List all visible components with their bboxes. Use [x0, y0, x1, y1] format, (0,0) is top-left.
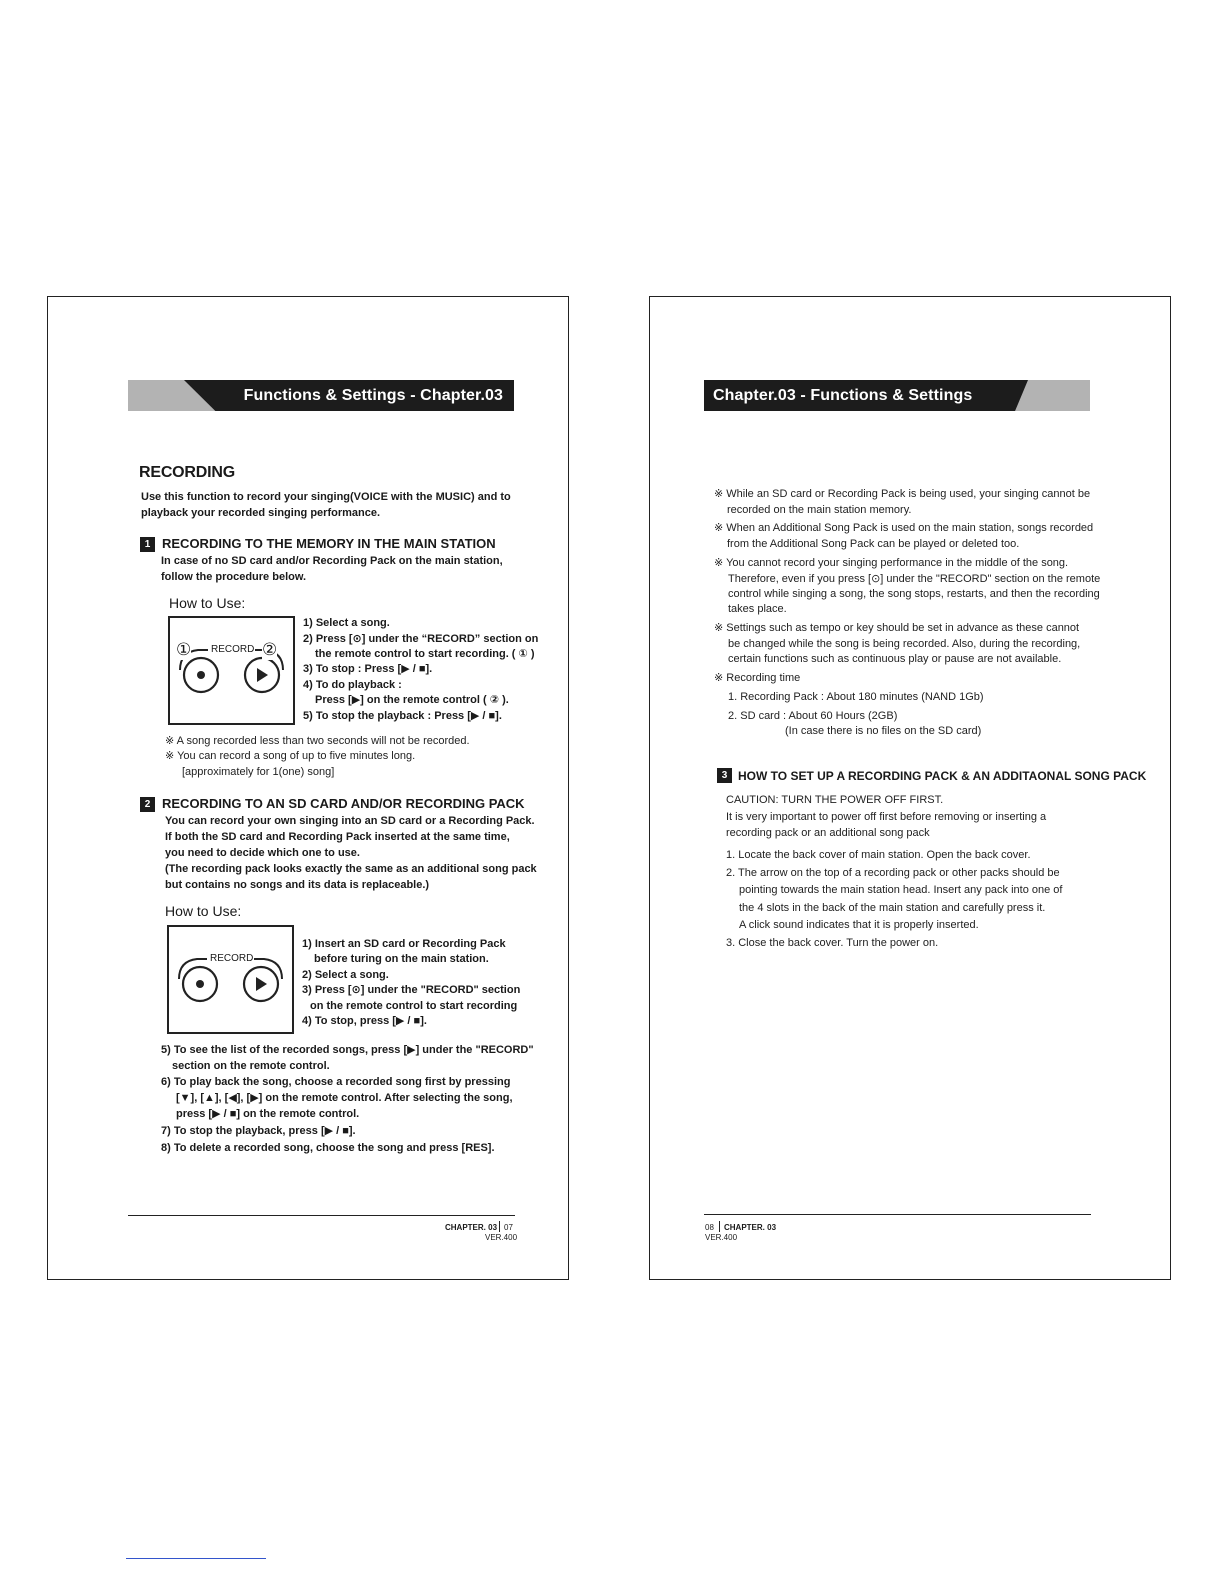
chapter-banner — [704, 380, 1090, 411]
section-body-line: recording pack or an additional song pack — [726, 827, 930, 839]
note-line: [approximately for 1(one) song] — [182, 766, 335, 778]
step-line: 3. Close the back cover. Turn the power on. — [726, 937, 939, 949]
step-line: 3) To stop : Press [▶ / ■]. — [303, 663, 433, 675]
left-page — [47, 296, 569, 1280]
section-body-line: In case of no SD card and/or Recording Pack on the main station, — [161, 555, 503, 567]
right-page — [649, 296, 1171, 1280]
note-line: ※ While an SD card or Recording Pack is being used, your singing cannot be — [714, 488, 1091, 500]
footer-page-number: 07 — [504, 1223, 513, 1232]
banner-title: Functions & Settings - Chapter.03 — [243, 387, 503, 404]
step-line: 3) Press [⊙] under the "RECORD" section — [302, 984, 521, 996]
note-line: from the Additional Song Pack can be played or deleted too. — [727, 538, 1020, 550]
section-body-line: you need to decide which one to use. — [165, 847, 360, 859]
step-line: 4) To do playback : — [303, 679, 402, 691]
note-line: 1. Recording Pack : About 180 minutes (NAND 1Gb) — [728, 691, 984, 703]
step-line: 8) To delete a recorded song, choose the song and press [RES]. — [161, 1142, 495, 1154]
step-line: 2) Select a song. — [302, 969, 389, 981]
step-line: 7) To stop the playback, press [▶ / ■]. — [161, 1125, 356, 1137]
footer-divider — [719, 1221, 720, 1232]
footer-chapter: CHAPTER. 03 — [445, 1223, 498, 1232]
bottom-link-underline — [126, 1558, 266, 1559]
step-line: press [▶ / ■] on the remote control. — [176, 1108, 360, 1120]
note-line: certain functions such as continuous play or pause are not available. — [728, 653, 1062, 665]
step-line: pointing towards the main station head. Insert any pack into one of — [739, 884, 1063, 896]
section-number-badge: 1 — [140, 537, 155, 552]
step-line: 6) To play back the song, choose a recorded song first by pressing — [161, 1076, 511, 1088]
section-title: RECORDING TO THE MEMORY IN THE MAIN STATION — [162, 536, 496, 551]
section-body-line: but contains no songs and its data is replaceable.) — [165, 879, 430, 891]
step-line: 1. Locate the back cover of main station. Open the back cover. — [726, 849, 1031, 861]
marker-one: ① — [176, 640, 192, 659]
record-remote-diagram — [167, 925, 294, 1034]
note-line: ※ You can record a song of up to five minutes long. — [165, 750, 416, 762]
step-line: before turing on the main station. — [314, 953, 489, 965]
record-remote-diagram — [168, 616, 295, 725]
record-label: RECORD — [210, 953, 254, 964]
note-line: (In case there is no files on the SD card) — [785, 725, 982, 737]
record-label: RECORD — [211, 644, 255, 655]
section-body-line: follow the procedure below. — [161, 571, 307, 583]
note-line: Therefore, even if you press [⊙] under the "RECORD" section on the remote — [728, 573, 1101, 585]
step-line: 1) Select a song. — [303, 617, 390, 629]
note-line: ※ When an Additional Song Pack is used on the main station, songs recorded — [714, 522, 1094, 534]
step-line: the remote control to start recording. ( ① ) — [315, 648, 535, 660]
note-line: recorded on the main station memory. — [727, 504, 912, 516]
step-line: 5) To stop the playback : Press [▶ / ■]. — [303, 710, 502, 722]
step-line: section on the remote control. — [172, 1060, 330, 1072]
marker-two: ② — [262, 640, 278, 659]
note-line: takes place. — [728, 603, 787, 615]
note-line: be changed while the song is being recorded. Also, during the recording, — [728, 638, 1081, 650]
step-line: Press [▶] on the remote control ( ② ). — [315, 694, 509, 706]
footer-version: VER.400 — [705, 1233, 738, 1242]
banner-title: Chapter.03 - Functions & Settings — [713, 387, 973, 404]
footer-version: VER.400 — [485, 1233, 518, 1242]
step-line: 4) To stop, press [▶ / ■]. — [302, 1015, 427, 1027]
note-line: ※ Recording time — [714, 672, 801, 684]
step-line: the 4 slots in the back of the main station and carefully press it. — [739, 902, 1046, 914]
chapter-banner — [128, 380, 514, 411]
note-line: control while singing a song, the song stops, restarts, and then the recording — [728, 588, 1100, 600]
step-line: on the remote control to start recording — [310, 1000, 518, 1012]
note-line: ※ You cannot record your singing performance in the middle of the song. — [714, 557, 1069, 569]
footer-rule — [704, 1214, 1091, 1215]
step-line: 1) Insert an SD card or Recording Pack — [302, 938, 506, 950]
step-line: 2. The arrow on the top of a recording pack or other packs should be — [726, 867, 1060, 879]
note-line: 2. SD card : About 60 Hours (2GB) — [728, 710, 898, 722]
section-title: RECORDING TO AN SD CARD AND/OR RECORDING PACK — [162, 796, 525, 811]
intro-line: Use this function to record your singing(VOICE with the MUSIC) and to — [141, 491, 511, 503]
note-line: ※ Settings such as tempo or key should be set in advance as these cannot — [714, 622, 1080, 634]
footer-divider — [499, 1221, 500, 1232]
section-body-line: You can record your own singing into an SD card or a Recording Pack. — [165, 815, 535, 827]
step-line: 5) To see the list of the recorded songs, press [▶] under the "RECORD" — [161, 1044, 534, 1056]
step-line: A click sound indicates that it is properly inserted. — [739, 919, 979, 931]
page-title: RECORDING — [139, 464, 235, 481]
section-number-badge: 3 — [717, 768, 732, 783]
section-number-badge: 2 — [140, 797, 155, 812]
caution-text: CAUTION: TURN THE POWER OFF FIRST. — [726, 794, 944, 806]
step-line: [▼], [▲], [◀], [▶] on the remote control. After selecting the song, — [176, 1092, 513, 1104]
step-line: 2) Press [⊙] under the “RECORD” section on — [303, 633, 539, 645]
section-body-line: (The recording pack looks exactly the same as an additional song pack — [165, 863, 537, 875]
section-body-line: If both the SD card and Recording Pack inserted at the same time, — [165, 831, 510, 843]
how-to-use-label: How to Use: — [169, 595, 246, 611]
footer-page-number: 08 — [705, 1223, 714, 1232]
section-title: HOW TO SET UP A RECORDING PACK & AN ADDITAONAL SONG PACK — [738, 769, 1147, 783]
footer-chapter: CHAPTER. 03 — [724, 1223, 777, 1232]
note-line: ※ A song recorded less than two seconds will not be recorded. — [165, 735, 470, 747]
intro-line: playback your recorded singing performance. — [141, 507, 381, 519]
footer-rule — [128, 1215, 515, 1216]
how-to-use-label: How to Use: — [165, 903, 242, 919]
section-body-line: It is very important to power off first before removing or inserting a — [726, 811, 1047, 823]
